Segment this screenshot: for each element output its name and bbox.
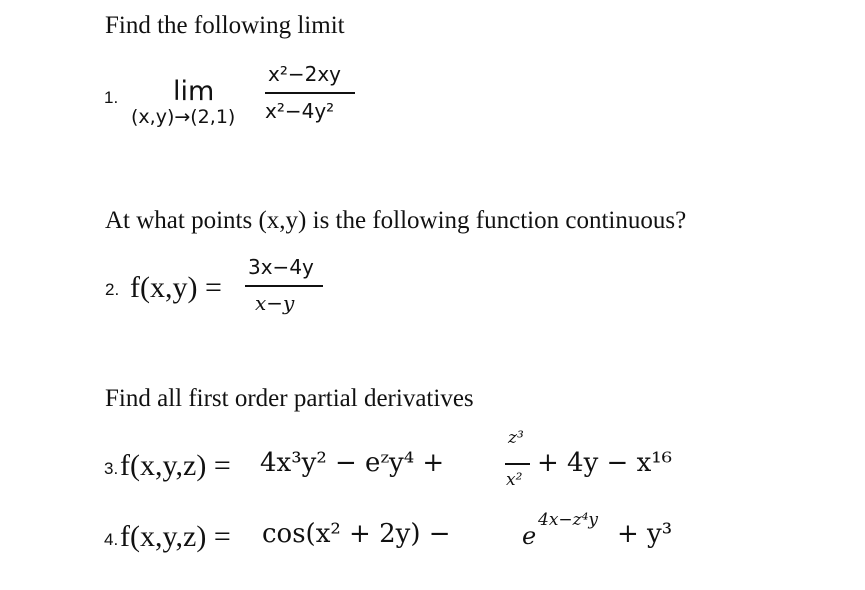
problem-3-expression-part2: + 4y − x¹⁶ — [537, 448, 673, 478]
problem-3-expression-part1: 4x³y² − eᶻy⁴ + — [260, 448, 445, 478]
lim-operator: lim — [173, 76, 215, 107]
limit-numerator: x²−2xy — [268, 62, 342, 86]
limit-denominator: x²−4y² — [265, 99, 335, 123]
continuity-numerator: 3x−4y — [248, 255, 314, 279]
continuity-denominator: x−y — [255, 291, 295, 315]
lim-subscript: (x,y)→(2,1) — [131, 106, 236, 128]
problem-4-exp-base: e — [522, 522, 537, 550]
problem-3-fraction-denominator: x² — [506, 470, 523, 490]
problem-4-expression-part2: + y³ — [617, 519, 673, 549]
problem-1-number: 1. — [104, 88, 119, 107]
limit-fraction-bar — [265, 92, 355, 94]
problem-4-number: 4. — [104, 530, 119, 549]
problem-4-lhs: f(x,y,z) = — [120, 520, 231, 553]
problem-2-lhs: f(x,y) = — [130, 271, 222, 304]
problem-3-number: 3. — [104, 459, 119, 478]
problem-2-number: 2. — [105, 280, 120, 299]
continuity-fraction-bar — [245, 285, 323, 287]
heading-find-limit: Find the following limit — [105, 12, 345, 39]
heading-continuity: At what points (x,y) is the following function continuous? — [105, 207, 687, 234]
heading-partial-derivatives: Find all first order partial derivatives — [105, 385, 474, 412]
problem-4-exp-power: 4x−z⁴y — [538, 510, 599, 530]
problem-3-fraction-bar — [505, 463, 530, 465]
problem-3-lhs: f(x,y,z) = — [120, 449, 231, 482]
problem-3-fraction-numerator: z³ — [508, 428, 524, 448]
problem-4-expression-part1: cos(x² + 2y) − — [262, 519, 451, 549]
